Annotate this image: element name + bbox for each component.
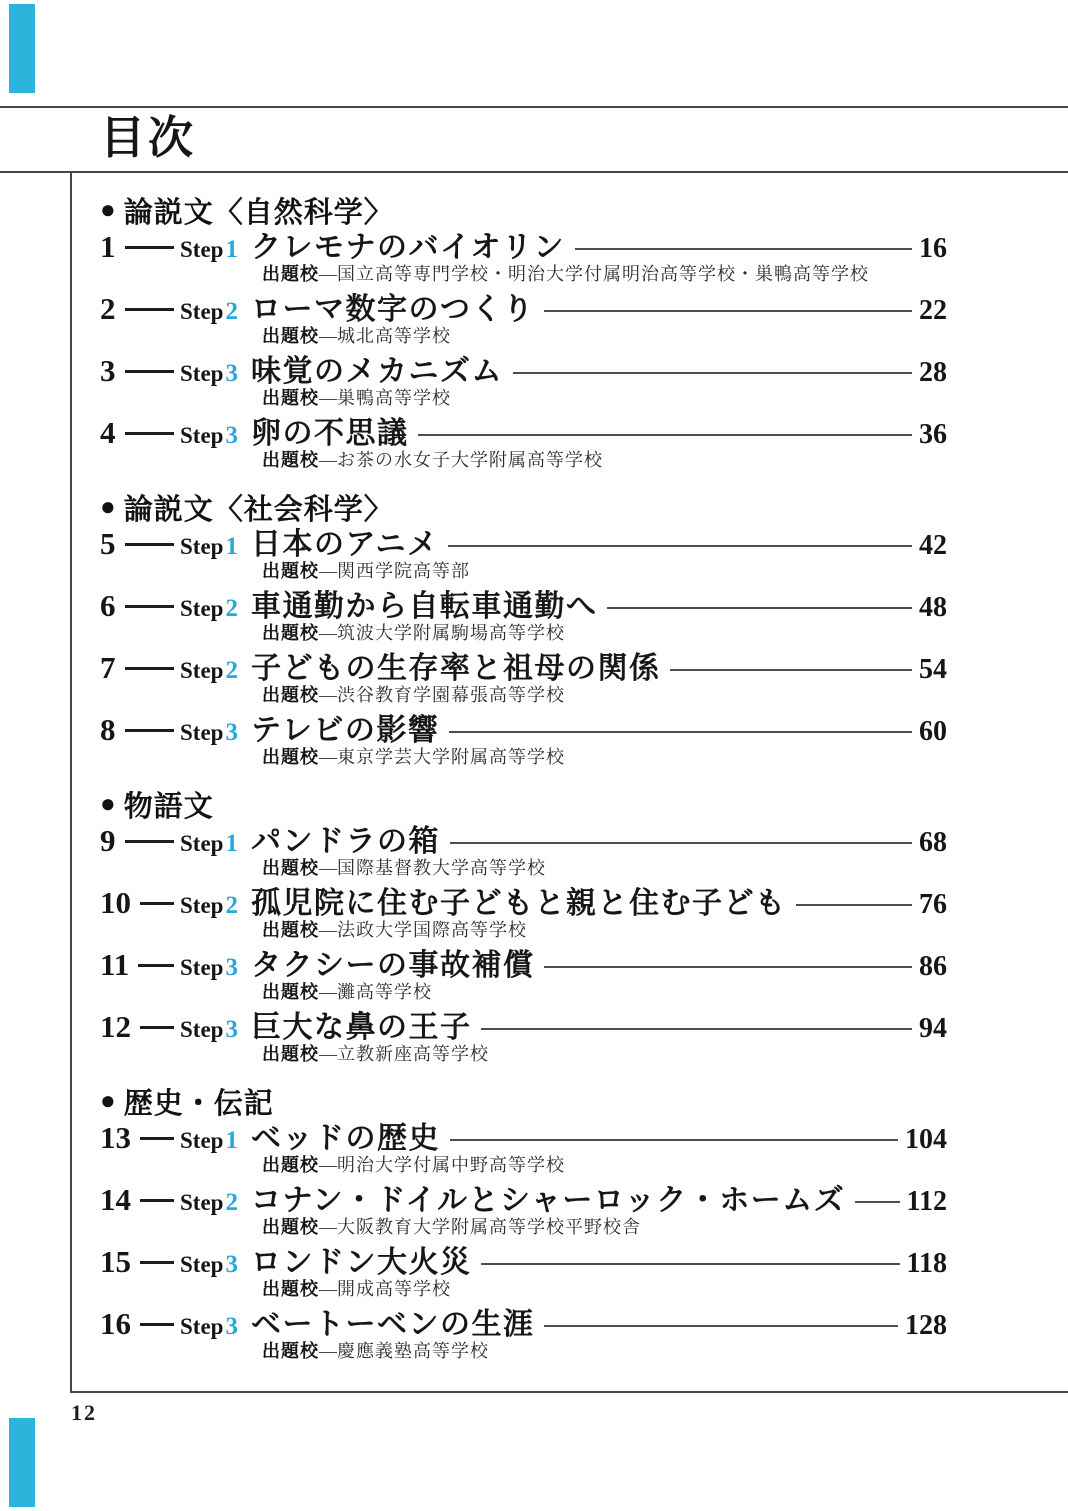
step-number: 3 <box>225 1251 238 1278</box>
entry-title: クレモナのバイオリン <box>250 231 566 264</box>
toc-entry <box>100 886 947 940</box>
step-number: 1 <box>225 830 238 857</box>
source-school-names: 立教新座高等学校 <box>337 1044 489 1064</box>
entry-row <box>100 713 947 747</box>
source-label: 出題校 <box>262 920 319 940</box>
section-heading <box>100 195 947 229</box>
entry-row <box>100 527 947 561</box>
entry-page-number: 112 <box>906 1186 947 1217</box>
step-word: Step <box>180 1017 224 1042</box>
leader-line <box>796 904 912 906</box>
source-dash: ― <box>319 561 337 581</box>
entry-source-row <box>262 920 947 940</box>
entry-title: 日本のアニメ <box>250 528 439 561</box>
number-dash-line <box>140 1323 174 1326</box>
step-word: Step <box>180 720 224 745</box>
entry-number-group <box>100 651 180 685</box>
source-school-names: 灘高等学校 <box>337 982 432 1002</box>
entry-title: 味覚のメカニズム <box>250 355 503 388</box>
step-label <box>180 1124 238 1161</box>
entry-source-row <box>262 326 947 346</box>
section-heading-label: 論説文〈自然科学〉 <box>123 196 394 229</box>
leader-line <box>575 248 912 250</box>
entry-title: 子どもの生存率と祖母の関係 <box>250 652 661 685</box>
entry-source-row <box>262 1217 947 1237</box>
entry-source-row <box>262 450 947 470</box>
source-label: 出題校 <box>262 326 319 346</box>
entry-number: 2 <box>100 291 116 326</box>
entry-source-row <box>262 623 947 643</box>
toc-entry <box>100 354 947 408</box>
entry-number-group <box>100 292 180 326</box>
step-label <box>180 419 238 456</box>
entry-row <box>100 1121 947 1155</box>
entry-number-group <box>100 416 180 450</box>
step-number: 2 <box>225 657 238 684</box>
entry-row <box>100 1010 947 1044</box>
entry-title: ローマ数字のつくり <box>250 293 535 326</box>
step-label <box>180 654 238 691</box>
corner-mark-top-icon <box>9 4 35 93</box>
leader-line <box>448 545 912 547</box>
source-dash: ― <box>319 982 337 1002</box>
number-dash-line <box>140 1261 174 1264</box>
step-word: Step <box>180 1190 224 1215</box>
step-label <box>180 530 238 567</box>
entry-number-group <box>100 230 180 264</box>
entry-page-number: 42 <box>919 530 947 561</box>
section-heading-label: 物語文 <box>123 790 214 823</box>
step-word: Step <box>180 1252 224 1277</box>
number-dash-line <box>125 246 175 249</box>
step-number: 1 <box>225 1127 238 1154</box>
number-dash-line <box>140 902 174 905</box>
step-label <box>180 951 238 988</box>
page-title: 目次 <box>100 113 197 163</box>
entry-source-row <box>262 858 947 878</box>
entry-number-group <box>100 824 180 858</box>
number-dash-line <box>140 1137 174 1140</box>
section-heading-label: 論説文〈社会科学〉 <box>123 493 394 526</box>
source-dash: ― <box>319 388 337 408</box>
leader-line <box>450 842 912 844</box>
step-number: 2 <box>225 1189 238 1216</box>
source-school-names: 渋谷教育学園幕張高等学校 <box>337 685 565 705</box>
entry-number-group <box>100 713 180 747</box>
source-school-names: 明治大学付属中野高等学校 <box>337 1155 565 1175</box>
number-dash-line <box>125 543 175 546</box>
step-label <box>180 295 238 332</box>
source-school-names: 国際基督教大学高等学校 <box>337 858 546 878</box>
leader-line <box>513 372 912 374</box>
entry-page-number: 36 <box>919 419 947 450</box>
entry-row <box>100 292 947 326</box>
source-school-names: 慶應義塾高等学校 <box>337 1341 489 1361</box>
step-label <box>180 1186 238 1223</box>
toc-section <box>100 789 947 1064</box>
entry-number: 8 <box>100 712 116 747</box>
entry-number-group <box>100 1183 180 1217</box>
source-dash: ― <box>319 264 337 284</box>
source-label: 出題校 <box>262 623 319 643</box>
entry-number: 7 <box>100 650 116 685</box>
bullet-icon: ● <box>100 492 117 521</box>
step-label <box>180 592 238 629</box>
step-label <box>180 716 238 753</box>
entry-title: コナン・ドイルとシャーロック・ホームズ <box>250 1184 846 1217</box>
entry-title: 車通勤から自転車通勤へ <box>250 590 598 623</box>
entry-number-group <box>100 1010 180 1044</box>
step-label <box>180 233 238 270</box>
entry-source-row <box>262 561 947 581</box>
toc-content <box>70 173 1068 1393</box>
entry-title: ロンドン大火災 <box>250 1246 472 1279</box>
source-dash: ― <box>319 920 337 940</box>
toc-entry <box>100 948 947 1002</box>
entry-number: 10 <box>100 885 131 920</box>
entry-number-group <box>100 354 180 388</box>
step-number: 3 <box>225 1016 238 1043</box>
entry-title: ベッドの歴史 <box>250 1122 440 1155</box>
entry-number-group <box>100 589 180 623</box>
step-number: 3 <box>225 1313 238 1340</box>
source-school-names: 城北高等学校 <box>337 326 451 346</box>
entry-title: 孤児院に住む子どもと親と住む子ども <box>250 887 787 920</box>
top-rule <box>0 106 1068 108</box>
source-label: 出題校 <box>262 264 319 284</box>
source-dash: ― <box>319 685 337 705</box>
bullet-icon: ● <box>100 1086 117 1115</box>
entry-source-row <box>262 747 947 767</box>
source-label: 出題校 <box>262 1279 319 1299</box>
step-word: Step <box>180 596 224 621</box>
entry-title: 卵の不思議 <box>250 417 409 450</box>
entry-number-group <box>100 1121 180 1155</box>
entry-source-row <box>262 1279 947 1299</box>
toc-section <box>100 195 947 470</box>
number-dash-line <box>125 729 175 732</box>
entry-title: 巨大な鼻の王子 <box>250 1011 472 1044</box>
source-label: 出題校 <box>262 858 319 878</box>
toc-entry <box>100 1245 947 1299</box>
step-number: 3 <box>225 360 238 387</box>
entry-number-group <box>100 886 180 920</box>
entry-number: 6 <box>100 588 116 623</box>
step-label <box>180 357 238 394</box>
step-number: 3 <box>225 954 238 981</box>
entry-number-group <box>100 1307 180 1341</box>
entry-row <box>100 1245 947 1279</box>
entry-number: 16 <box>100 1306 131 1341</box>
step-word: Step <box>180 361 224 386</box>
corner-mark-bottom-icon <box>9 1418 35 1507</box>
entry-row <box>100 1183 947 1217</box>
entry-source-row <box>262 1341 947 1361</box>
step-number: 1 <box>225 236 238 263</box>
entry-number-group <box>100 527 180 561</box>
leader-line <box>544 1325 898 1327</box>
step-word: Step <box>180 299 224 324</box>
entry-source-row <box>262 685 947 705</box>
number-dash-line <box>125 308 175 311</box>
toc-section <box>100 1086 947 1361</box>
source-label: 出題校 <box>262 1341 319 1361</box>
leader-line <box>544 310 912 312</box>
source-school-names: 東京学芸大学附属高等学校 <box>337 747 565 767</box>
entry-row <box>100 354 947 388</box>
toc-entry <box>100 1307 947 1361</box>
source-label: 出題校 <box>262 450 319 470</box>
step-word: Step <box>180 955 224 980</box>
source-dash: ― <box>319 1155 337 1175</box>
entry-row <box>100 886 947 920</box>
step-word: Step <box>180 1314 224 1339</box>
source-label: 出題校 <box>262 685 319 705</box>
source-label: 出題校 <box>262 1217 319 1237</box>
entry-number-group <box>100 948 180 982</box>
source-label: 出題校 <box>262 1155 319 1175</box>
source-dash: ― <box>319 1217 337 1237</box>
source-school-names: 法政大学国際高等学校 <box>337 920 527 940</box>
section-heading <box>100 789 947 823</box>
entry-number: 15 <box>100 1244 131 1279</box>
step-word: Step <box>180 534 224 559</box>
number-dash-line <box>125 840 175 843</box>
source-dash: ― <box>319 1044 337 1064</box>
entry-source-row <box>262 1044 947 1064</box>
toc-entry <box>100 292 947 346</box>
step-word: Step <box>180 831 224 856</box>
page-number: 12 <box>71 1400 97 1425</box>
toc-entry <box>100 824 947 878</box>
entry-number: 1 <box>100 229 116 264</box>
source-label: 出題校 <box>262 747 319 767</box>
source-dash: ― <box>319 1341 337 1361</box>
number-dash-line <box>125 370 175 373</box>
entry-page-number: 128 <box>905 1310 947 1341</box>
number-dash-line <box>125 605 175 608</box>
toc-section <box>100 492 947 767</box>
step-label <box>180 1013 238 1050</box>
step-label <box>180 1248 238 1285</box>
step-label <box>180 827 238 864</box>
step-number: 3 <box>225 422 238 449</box>
leader-line <box>449 731 912 733</box>
toc-entry <box>100 713 947 767</box>
entry-number: 4 <box>100 415 116 450</box>
entry-page-number: 104 <box>905 1124 947 1155</box>
entry-source-row <box>262 982 947 1002</box>
step-word: Step <box>180 237 224 262</box>
toc-entry <box>100 651 947 705</box>
entry-page-number: 76 <box>919 889 947 920</box>
step-number: 2 <box>225 595 238 622</box>
entry-number: 3 <box>100 353 116 388</box>
source-school-names: 大阪教育大学附属高等学校平野校舎 <box>337 1217 641 1237</box>
entry-page-number: 22 <box>919 295 947 326</box>
source-school-names: 国立高等専門学校・明治大学付属明治高等学校・巣鴨高等学校 <box>337 264 869 284</box>
entry-number: 9 <box>100 823 116 858</box>
step-label <box>180 1310 238 1347</box>
entry-row <box>100 230 947 264</box>
toc-entry <box>100 416 947 470</box>
entry-title: ベートーベンの生涯 <box>250 1308 535 1341</box>
entry-row <box>100 1307 947 1341</box>
leader-line <box>670 669 912 671</box>
leader-line <box>418 434 912 436</box>
number-dash-line <box>125 667 175 670</box>
source-dash: ― <box>319 450 337 470</box>
source-school-names: 開成高等学校 <box>337 1279 451 1299</box>
step-word: Step <box>180 893 224 918</box>
entry-row <box>100 948 947 982</box>
entry-number: 11 <box>100 947 130 982</box>
leader-line <box>544 966 912 968</box>
entry-page-number: 16 <box>919 233 947 264</box>
entry-number: 12 <box>100 1009 131 1044</box>
step-number: 2 <box>225 892 238 919</box>
source-dash: ― <box>319 623 337 643</box>
entry-row <box>100 416 947 450</box>
toc-entry <box>100 1010 947 1064</box>
leader-line <box>481 1028 912 1030</box>
source-school-names: 筑波大学附属駒場高等学校 <box>337 623 565 643</box>
leader-line <box>855 1201 899 1203</box>
number-dash-line <box>125 432 175 435</box>
entry-number: 14 <box>100 1182 131 1217</box>
entry-page-number: 60 <box>919 716 947 747</box>
entry-number-group <box>100 1245 180 1279</box>
entry-number: 5 <box>100 526 116 561</box>
source-school-names: 巣鴨高等学校 <box>337 388 451 408</box>
entry-row <box>100 651 947 685</box>
section-heading-label: 歴史・伝記 <box>123 1087 274 1120</box>
toc-entry <box>100 589 947 643</box>
entry-number: 13 <box>100 1120 131 1155</box>
entry-source-row <box>262 388 947 408</box>
source-school-names: お茶の水女子大学附属高等学校 <box>337 450 603 470</box>
number-dash-line <box>140 1026 174 1029</box>
toc-entry <box>100 1121 947 1175</box>
step-number: 3 <box>225 719 238 746</box>
toc-entry <box>100 527 947 581</box>
step-word: Step <box>180 423 224 448</box>
toc-entry <box>100 230 947 284</box>
number-dash-line <box>140 1199 174 1202</box>
source-label: 出題校 <box>262 982 319 1002</box>
leader-line <box>607 607 912 609</box>
source-label: 出題校 <box>262 388 319 408</box>
step-number: 2 <box>225 298 238 325</box>
source-dash: ― <box>319 326 337 346</box>
entry-title: テレビの影響 <box>250 714 440 747</box>
entry-page-number: 28 <box>919 357 947 388</box>
entry-row <box>100 589 947 623</box>
source-label: 出題校 <box>262 1044 319 1064</box>
entry-source-row <box>262 1155 947 1175</box>
entry-page-number: 54 <box>919 654 947 685</box>
toc-entry <box>100 1183 947 1237</box>
number-dash-line <box>138 964 174 967</box>
entry-title: パンドラの箱 <box>250 825 440 858</box>
leader-line <box>481 1263 899 1265</box>
step-number: 1 <box>225 533 238 560</box>
source-dash: ― <box>319 1279 337 1299</box>
source-dash: ― <box>319 747 337 767</box>
entry-page-number: 48 <box>919 592 947 623</box>
leader-line <box>450 1139 898 1141</box>
source-dash: ― <box>319 858 337 878</box>
source-school-names: 関西学院高等部 <box>337 561 470 581</box>
source-label: 出題校 <box>262 561 319 581</box>
entry-row <box>100 824 947 858</box>
entry-source-row <box>262 264 947 284</box>
section-heading <box>100 1086 947 1120</box>
step-word: Step <box>180 1128 224 1153</box>
bullet-icon: ● <box>100 789 117 818</box>
entry-page-number: 118 <box>906 1248 947 1279</box>
step-word: Step <box>180 658 224 683</box>
entry-page-number: 68 <box>919 827 947 858</box>
section-heading <box>100 492 947 526</box>
step-label <box>180 889 238 926</box>
entry-page-number: 94 <box>919 1013 947 1044</box>
bullet-icon: ● <box>100 195 117 224</box>
entry-page-number: 86 <box>919 951 947 982</box>
entry-title: タクシーの事故補償 <box>250 949 535 982</box>
